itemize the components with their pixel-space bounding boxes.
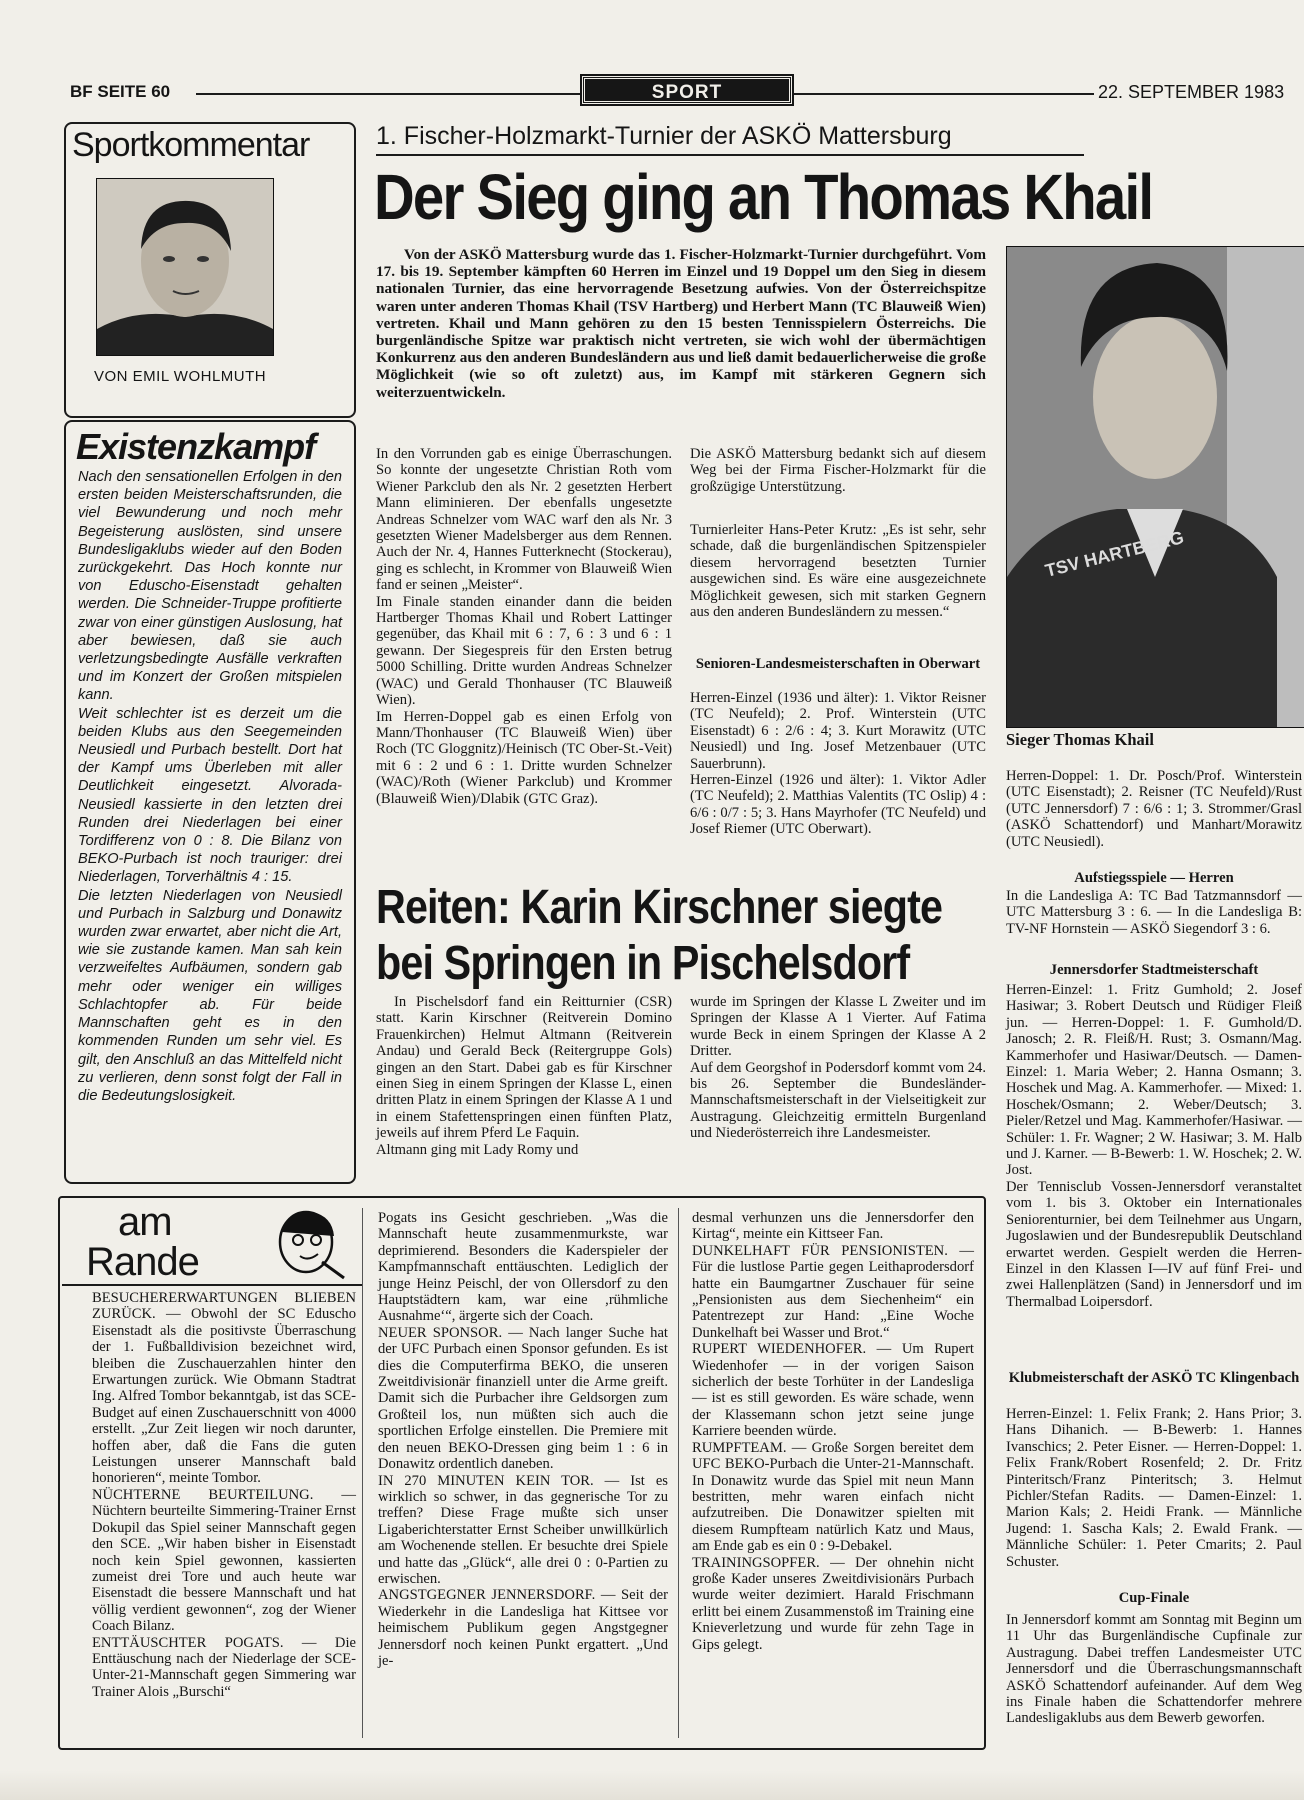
kommentar-header-box	[64, 122, 356, 418]
right-sub-klingenbach: Klubmeisterschaft der ASKÖ TC Klingenbach	[1008, 1370, 1300, 1386]
am-rande-logo-rande: Rande	[86, 1240, 199, 1284]
right-sub-jennersdorf: Jennersdorfer Stadtmeisterschaft	[1049, 962, 1259, 978]
kommentar-author: VON EMIL WOHLMUTH	[94, 368, 267, 385]
reiten-col2: wurde im Springen der Klasse L Zweiter und im Springen der Klasse A 1 Vierter. Auf Fatima wurde Beck in einem Springen der Klasse A 2 Dritter. Auf dem Georgshof in Podersdorf kommt vom 24. bis 26. September die Bundesländer-Mannschaftsmeisterschaft in der Vielseitigkeit zur Austragung. Gleichzeitig ermitteln Burgenland und Niederösterreich ihre Landesmeister.	[690, 994, 986, 1142]
tennis-lead: Von der ASKÖ Mattersburg wurde das 1. Fischer-Holzmarkt-Turnier durchgeführt. Vom 17. bis 19. September kämpften 60 Herren im Einzel und 19 Doppel um den Sieg in diesem nationalen Turnier, das eine hervorragende Besetzung aufwies. Von der Österreichspitze waren unter anderen Thomas Khail (TSV Hartberg) und Herbert Mann (TC Blauweiß Wien) vertreten. Khail und Mann gehören zu den 15 besten Tennisspielern Österreichs. Die burgenländische Spitze war praktisch nicht vertreten, sie wich wohl der übermächtigen Konkurrenz aus den anderen Bundesländern aus und ließ damit bedauerlicherweise die große Möglichkeit (wie so oft zuletzt) aus, im Kampf mit stärkeren Gegnern sich weiterzuentwickeln.	[376, 246, 986, 401]
rande-divider-2	[678, 1208, 679, 1738]
author-portrait-icon	[97, 179, 273, 355]
am-rande-box	[58, 1196, 986, 1750]
tennis-col2a: Die ASKÖ Mattersburg bedankt sich auf diesem Weg bei der Firma Fischer-Holzmarkt für die großzügige Unterstützung.	[690, 446, 986, 495]
am-rande-logo	[62, 1200, 362, 1288]
section-label: SPORT	[582, 76, 792, 104]
reiten-headline-2: bei Springen in Pischelsdorf	[376, 937, 910, 990]
rande-divider-1	[362, 1208, 363, 1738]
kommentar-body: Nach den sensationellen Erfolgen in den ersten beiden Meisterschaftsrunden, die viel Bewunderung und noch mehr Begeisterung auslösten, sind unsere Bundesligaklubs wieder auf den Boden zurückgekehrt. Das Hoch konnte nur von Eduscho-Eisenstadt gehalten werden. Die Schneider-Truppe profitierte zwar von einer günstigen Auslosung, hat aber bewiesen, daß sie auch verletzungsbedingte Ausfälle verkraften und im Konzert der Großen mitspielen kann. Weit schlechter ist es derzeit um die beiden Klubs aus den Seegemeinden Neusiedl und Purbach bestellt. Dort hat der Kampf ums Überleben mit aller Deutlichkeit eingesetzt. Alvorada-Neusiedl kassierte in den letzten drei Runden drei Niederlagen bei einer Tordifferenz von 0 : 8. Die Bilanz von BEKO-Purbach ist noch trauriger: drei Niederlagen, Torverhältnis 4 : 15. Die letzten Niederlagen von Neusiedl und Purbach in Salzburg und Donawitz wurden zwar erwartet, aber nicht die Art, wie sie zustande kamen. Man sah kein verzweifeltes Aufbäumen, sondern gab mehr oder weniger ein williges Schlachtopfer ab. Für beide Mannschaften geht es in den kommenden Runden um sehr viel. Es gilt, den Anschluß an das Mittelfeld nicht zu verlieren, denn sonst folgt der Fall in die Bedeutungslosigkeit.	[78, 469, 342, 1104]
tennis-col2c: Herren-Einzel (1936 und älter): 1. Viktor Reisner (TC Neufeld); 2. Prof. Winterstein (UTC Eisenstadt) 6 : 2/6 : 4; 3. Kurt Morawitz (UTC Neusiedl) und Ing. Josef Metzenbauer (UTC Sauerbrunn). Herren-Einzel (1926 und älter): 1. Viktor Adler (TC Neufeld); 2. Matthias Valentits (TC Oslip) 4 : 6/6 : 0/7 : 5; 3. Hans Mayrhofer (TC Neufeld) und Josef Riemer (UTC Oberwart).	[690, 690, 986, 838]
kicker-underline	[376, 154, 1084, 156]
tennis-subhead: Senioren-Landesmeisterschaften in Oberwart	[695, 656, 981, 672]
logo-underline	[62, 1284, 362, 1286]
kommentar-headline: Existenzkampf	[76, 426, 316, 467]
rande-col2: Pogats ins Gesicht geschrieben. „Was die Mannschaft heute zusammenmurkste, war deprimierend. Besonders die Kaderspieler der Kampfmannschaft enttäuschten. Lediglich der junge Heinz Peischl, der von Ollersdorf zu den Hauptstädtern kam, war eine ,rühmliche Ausnahme‘“, ärgerte sich der Coach. NEUER SPONSOR. — Nach langer Suche hat der UFC Purbach einen Sponsor gefunden. Es ist dies die Computerfirma BEKO, die unseren Zweitdivisionär finanziell unter die Arme greift. Damit sich die Purbacher ihre Geldsorgen zum Großteil los, nun müßten sich auch die sportlichen Erfolge einstellen. Die Premiere mit den neuen BEKO-Dressen ging beim 1 : 6 in Donawitz ordentlich daneben. IN 270 MINUTEN KEIN TOR. — Ist es wirklich so schwer, in das gegnerische Tor zu treffen? Diese Frage mußte sich unser Ligaberichterstatter Ernst Scheiber unwillkürlich am Wochenende stellen. Er besuchte drei Spiele und hatte das „Glück“, alle drei 0 : 0-Partien zu erwischen. ANGSTGEGNER JENNERSDORF. — Seit der Wiederkehr in die Landesliga hat Kittsee vor heimischem Publikum gegen Angstgegner Jennersdorf noch keinen Punkt ergattert. „Und je-	[378, 1210, 668, 1669]
khail-photo	[1006, 246, 1304, 728]
reiten-col1: In Pischelsdorf fand ein Reitturnier (CSR) statt. Karin Kirschner (Reitverein Domino Frauenkirchen) Helmut Altmann (Reitverein Andau) und Gerald Beck (Reitergruppe Gols) gingen an den Start. Dabei gab es für Kirschner einen Sieg in einem Springen der Klasse L, einen dritten Platz in einem Springen der Klasse A 1 und in einem Stafettenspringen einen fünften Platz, jeweils auf ihrem Pferd Le Faquin. Altmann ging mit Lady Romy und	[376, 994, 672, 1158]
right-sub-cup: Cup-Finale	[1118, 1590, 1190, 1606]
right-jennersdorf: Herren-Einzel: 1. Fritz Gumhold; 2. Josef Hasiwar; 3. Robert Deutsch und Rüdiger Fleiß jun. — Herren-Doppel: 1. F. Gumhold/D. Janosch; 2. R. Fleiß/H. Rust; 3. Osmann/Mag. Kammerhofer und Hasiwar/Deutsch. — Damen-Einzel: 1. Maria Weber; 2. Hanna Osmann; 3. Hoschek und Mag. A. Kammerhofer. — Mixed: 1. Hoschek/Osmann; 2. Weber/Deutsch; 3. Pieler/Retzel und Mag. Kammerhofer/Hasiwar. — Schüler: 1. Fr. Wagner; 2 W. Hasiwar; 3. M. Halb und J. Karner. — B-Bewerb: 1. W. Hoschek; 2. W. Jost. Der Tennisclub Vossen-Jennersdorf veranstaltet vom 1. bis 3. Oktober ein Internationales Seniorenturnier, bei dem Teilnehmer aus Ungarn, Jugoslawien und der Bundesrepublik Deutschland erwartet werden. Gespielt werden die Herren-Einzel in den Klassen I—IV auf fünf Frei- und zwei Hallenplätzen (Sand) in Jennersdorf und im Thermalbad Loipersdorf.	[1006, 982, 1302, 1310]
issue-date: 22. SEPTEMBER 1983	[1098, 82, 1285, 102]
kommentar-body-box	[64, 420, 356, 1184]
rande-col1: BESUCHERERWARTUNGEN BLIEBEN ZURÜCK. — Obwohl der SC Eduscho Eisenstadt als die positivste Überraschung der 1. Fußballdivision bezeichnet wird, bleiben die Zuschauerzahlen hinter den Erwartungen zurück. Wie Obmann Stadtrat Ing. Alfred Tombor bekanntgab, ist das SCE-Budget auf einen Zuschauerschnitt von 4000 erstellt. „Zur Zeit liegen wir noch darunter, hoffen aber, daß die Fans die guten Leistungen unserer Mannschaft bald honorieren“, meinte Tombor. NÜCHTERNE BEURTEILUNG. — Nüchtern beurteilte Simmering-Trainer Ernst Dokupil das Spiel seiner Mannschaft gegen den SCE. „Wir haben bisher in Eisenstadt noch kein Spiel gewonnen, kassierten zumeist drei Tore und auch heute war Eisenstadt die bessere Mannschaft und hat völlig verdient gewonnen“, zog der Wiener Coach Bilanz. ENTTÄUSCHTER POGATS. — Die Enttäuschung nach der Niederlage der SCE-Unter-21-Mannschaft gegen Simmering war Trainer Alois „Burschi“	[92, 1290, 356, 1700]
tennis-player-icon	[1007, 247, 1304, 727]
bottom-edge-shadow	[0, 1770, 1304, 1800]
kommentar-title: Sportkommentar	[72, 126, 310, 164]
right-doppel: Herren-Doppel: 1. Dr. Posch/Prof. Winterstein (UTC Eisenstadt); 2. Reisner (TC Neufeld)/Rust (UTC Jennersdorf) 7 : 6/6 : 1; 3. Strommer/Grasl (ASKÖ Schattendorf) und Manhart/Morawitz (UTC Neusiedl).	[1006, 768, 1302, 850]
page-number: BF SEITE 60	[70, 82, 171, 101]
author-photo	[96, 178, 274, 356]
rande-col3: desmal verhunzen uns die Jennersdorfer den Kirtag“, meinte ein Kittseer Fan. DUNKELHAFT FÜR PENSIONISTEN. — Für die lustlose Partie gegen Leithaprodersdorf hatte ein Baumgartner Zuschauer für seine „Pensionisten aus dem Siechenheim“ ein Patentrezept zur Hand: „Eine Woche Dunkelhaft bei Wasser und Brot.“ RUPERT WIEDENHOFER. — Um Rupert Wiedenhofer — in der vorigen Saison sicherlich der beste Torhüter in der Landesliga — ist es still geworden. Es wäre schade, wenn der Klassemann schon jetzt seine junge Karriere beenden würde. RUMPFTEAM. — Große Sorgen bereitet dem UFC BEKO-Purbach die Unter-21-Mannschaft. In Donawitz wurde das Spiel mit neun Mann bestritten, mehr waren einfach nicht aufzutreiben. Die Donawitzer spielten mit diesem Rumpfteam natürlich Katz und Maus, am Ende gab es ein 0 : 9-Debakel. TRAININGSOPFER. — Der ohnehin nicht große Kader unseres Zweitdivisionärs Purbach wurde weiter dezimiert. Harald Frischmann erlitt bei einem Zusammenstoß im Training eine Knieverletzung und wurde für zehn Tage in Gips gelegt.	[692, 1210, 974, 1653]
header-rule-left	[196, 93, 582, 95]
photo-caption: Sieger Thomas Khail	[1006, 730, 1154, 749]
right-klingenbach: Herren-Einzel: 1. Felix Frank; 2. Hans Prior; 3. Hans Dihanich. — B-Bewerb: 1. Hannes Ivanschics; 2. Peter Eisner. — Herren-Doppel: 1. Felix Frank/Robert Rosenfeld; 2. Dr. Fritz Pinteritsch/Franz Pinteritsch; 3. Helmut Pichler/Stefan Radits. — Damen-Einzel: 1. Marion Kals; 2. Heidi Frank. — Männliche Jugend: 1. Sascha Kals; 2. Ewald Frank. — Männliche Schüler: 1. Peter Cmarits; 2. Paul Schuster.	[1006, 1406, 1302, 1570]
tennis-kicker: 1. Fischer-Holzmarkt-Turnier der ASKÖ Mattersburg	[376, 122, 952, 150]
tennis-headline: Der Sieg ging an Thomas Khail	[374, 161, 1153, 233]
right-sub-aufstieg: Aufstiegsspiele — Herren	[1074, 870, 1234, 886]
reiten-headline-1: Reiten: Karin Kirschner siegte	[376, 881, 943, 934]
right-cup: In Jennersdorf kommt am Sonntag mit Beginn um 11 Uhr das Burgenländische Cupfinale zur Austragung. Dabei treffen Landesmeister UTC Jennersdorf und die Überraschungsmannschaft ASKÖ Schattendorf aufeinander. Auf dem Weg ins Finale haben die Schattendorfer mehrere Landesligaklubs aus dem Bewerb geworfen.	[1006, 1612, 1302, 1727]
shirt-text: TSV HARTBERG	[1043, 527, 1186, 581]
right-aufstieg: In die Landesliga A: TC Bad Tatzmannsdorf — UTC Mattersburg 3 : 6. — In die Landesliga B: TV-NF Hornstein — ASKÖ Siegendorf 3 : 6.	[1006, 888, 1302, 937]
header-rule-right	[794, 93, 1094, 95]
tennis-col2b: Turnierleiter Hans-Peter Krutz: „Es ist sehr, sehr schade, daß die burgenländischen Spitzenspieler diesem hervorragend besetzten Turnier ausgewichen sind. Es wäre eine ausgezeichnete Möglichkeit gewesen, sich mit starken Gegnern aus den anderen Bundesländern zu messen.“	[690, 522, 986, 621]
cartoon-face-icon	[262, 1202, 352, 1282]
am-rande-logo-am: am	[118, 1200, 172, 1244]
tennis-col1: In den Vorrunden gab es einige Überraschungen. So konnte der ungesetzte Christian Roth vom Wiener Parkclub den als Nr. 2 gesetzten Herbert Mann eliminieren. Der ebenfalls ungesetzte Andreas Schnelzer vom WAC warf den als Nr. 3 gesetzten Wiener Madelsberger aus dem Rennen. Auch der Nr. 4, Hannes Futterknecht (Stockerau), ging es schlecht, in Krommer von Blauweiß Wien fand er seinen „Meister“. Im Finale standen einander dann die beiden Hartberger Thomas Khail und Robert Lattinger gegenüber, das Khail mit 6 : 7, 6 : 3 und 6 : 1 gewann. Der Siegespreis für den Ersten betrug 5000 Schilling. Dritte wurden Andreas Schnelzer (WAC) und Gerald Thonhauser (TC Blauweiß Wien). Im Herren-Doppel gab es einen Erfolg von Mann/Thonhauser (TC Blauweiß Wien) über Roch (TC Gloggnitz)/Heinisch (TC Ober-St.-Veit) mit 6 : 2 und 6 : 1. Dritte wurden Schnelzer (WAC)/Roth (Wiener Parkclub) und Krommer (Blauweiß Wien)/Dlabik (GTC Graz).	[376, 446, 672, 807]
